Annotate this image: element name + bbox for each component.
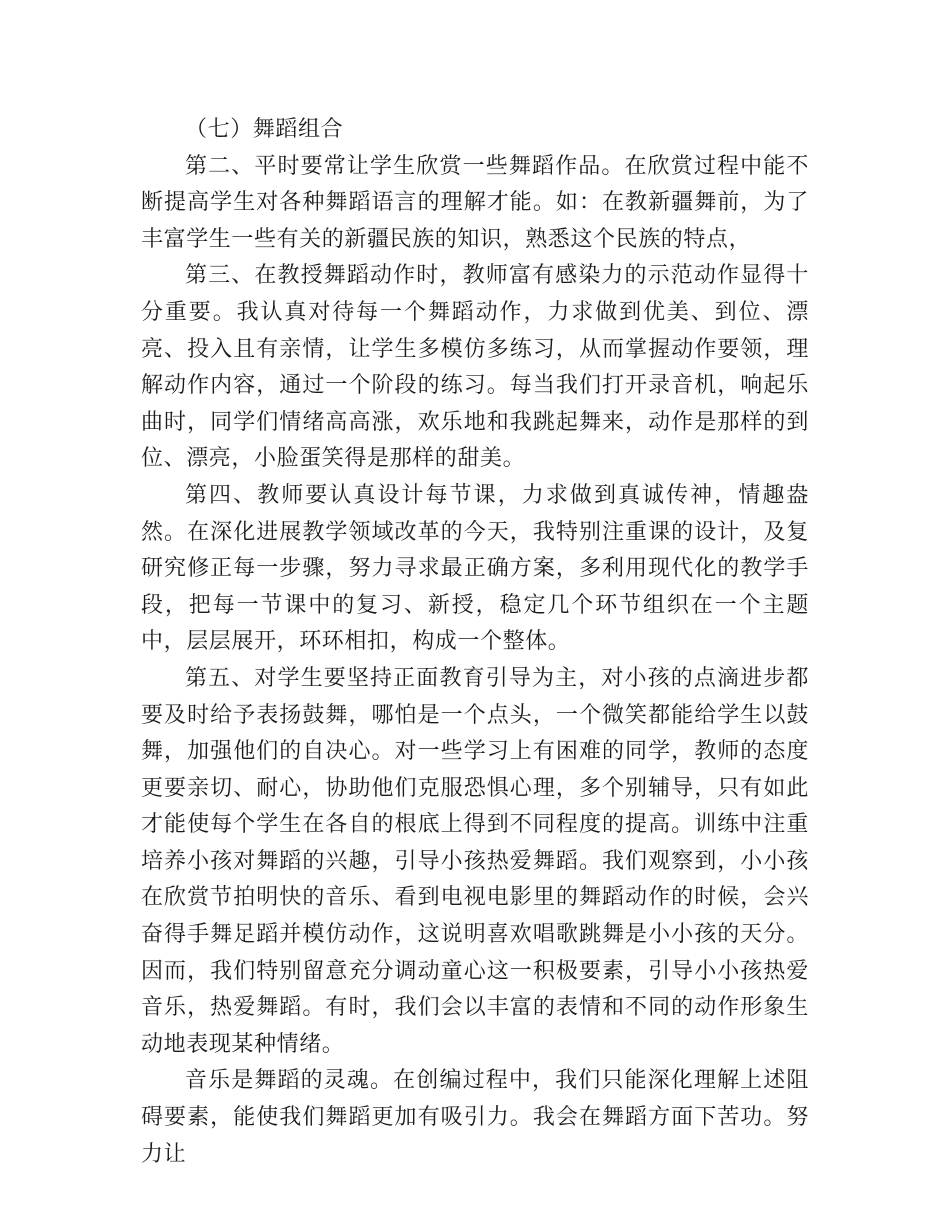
paragraph-fifth: 第五、对学生要坚持正面教育引导为主，对小孩的点滴进步都要及时给予表扬鼓舞，哪怕是一个点头，一个微笑都能给学生以鼓舞，加强他们的自决心。对一些学习上有困难的同学，教师的态度更要亲切、耐心，协助他们克服恐惧心理，多个别辅导，只有如此才能使每个学生在各自的根底上得到不同程度的提高。训练中注重培养小孩对舞蹈的兴趣，引导小孩热爱舞蹈。我们观察到，小小孩在欣赏节拍明快的音乐、看到电视电影里的舞蹈动作的时候，会兴奋得手舞足蹈并模仿动作，这说明喜欢唱歌跳舞是小小孩的天分。因而，我们特别留意充分调动童心这一积极要素，引导小小孩热爱音乐，热爱舞蹈。有时，我们会以丰富的表情和不同的动作形象生动地表现某种情绪。 [141,665,809,1057]
document-body [141,112,809,1173]
paragraph-fourth: 第四、教师要认真设计每节课，力求做到真诚传神，情趣盎然。在深化进展教学领域改革的今天，我特别注重课的设计，及复研究修正每一步骤，努力寻求最正确方案，多利用现代化的教学手段，把每一节课中的复习、新授，稳定几个环节组织在一个主题中，层层展开，环环相扣，构成一个整体。 [141,482,809,655]
paragraph-music: 音乐是舞蹈的灵魂。在创编过程中，我们只能深化理解上述阻碍要素，能使我们舞蹈更加有吸引力。我会在舞蹈方面下苦功。努力让 [141,1068,809,1167]
paragraph-second: 第二、平时要常让学生欣赏一些舞蹈作品。在欣赏过程中能不断提高学生对各种舞蹈语言的理解才能。如：在教新疆舞前，为了丰富学生一些有关的新疆民族的知识，熟悉这个民族的特点， [141,153,809,252]
section-heading: （七）舞蹈组合 [185,117,344,142]
paragraph-third: 第三、在教授舞蹈动作时，教师富有感染力的示范动作显得十分重要。我认真对待每一个舞蹈动作，力求做到优美、到位、漂亮、投入且有亲情，让学生多模仿多练习，从而掌握动作要领，理解动作内容，通过一个阶段的练习。每当我们打开录音机，响起乐曲时，同学们情绪高高涨，欢乐地和我跳起舞来，动作是那样的到位、漂亮，小脸蛋笑得是那样的甜美。 [141,263,809,472]
